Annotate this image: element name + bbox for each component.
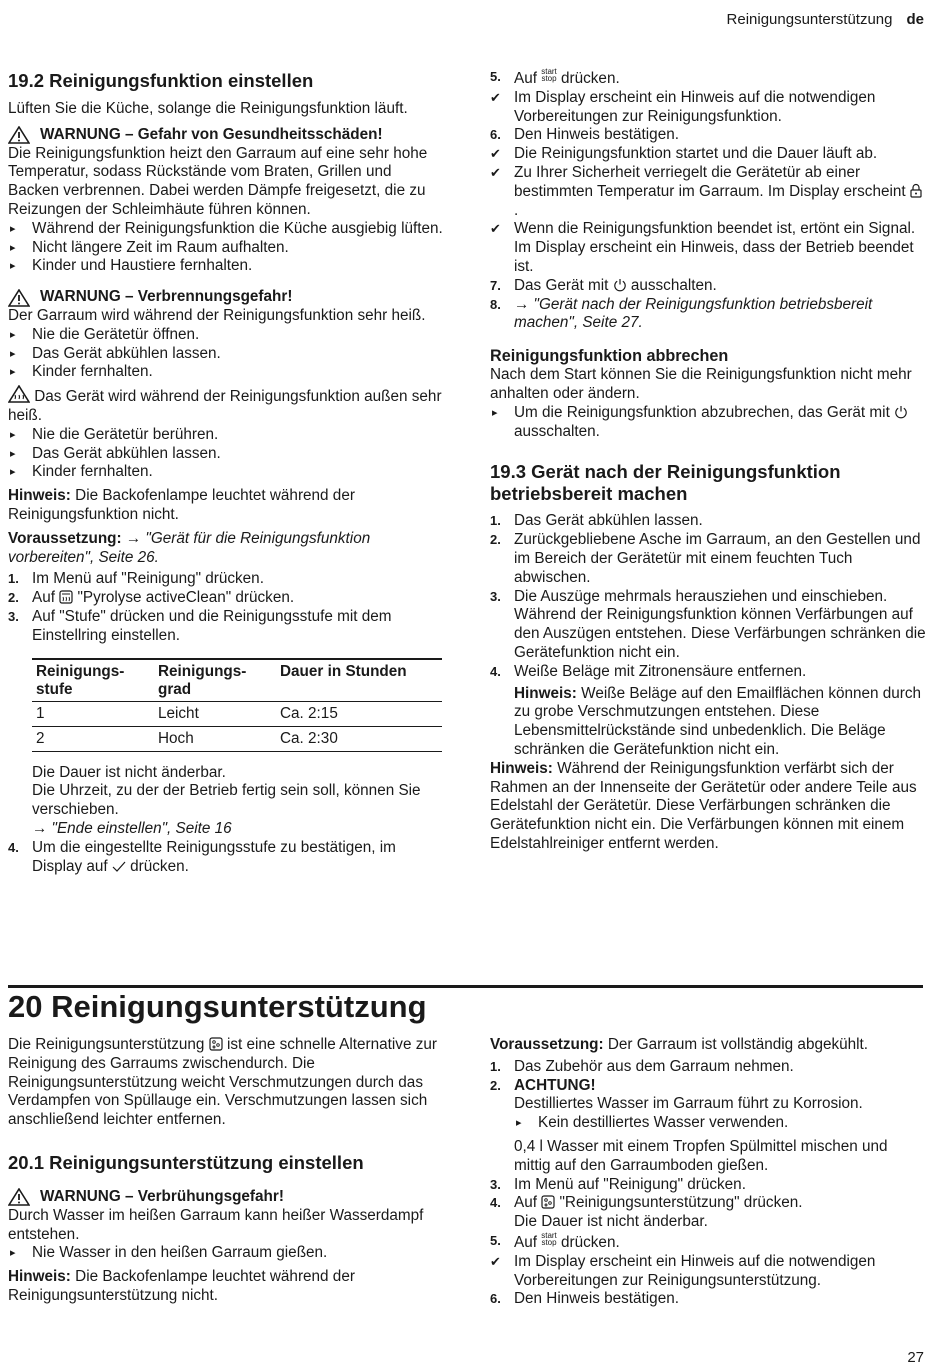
abbrechen-text: Nach dem Start können Sie die Reinigungsfunktion nicht mehr anhalten oder ändern. <box>490 366 912 402</box>
pyrolysis-icon <box>59 590 73 604</box>
start-stop-icon: start stop <box>541 67 557 83</box>
warning-title: WARNUNG – Verbrennungsgefahr! <box>40 288 293 306</box>
heading-abbrechen: Reinigungsfunktion abbrechen <box>490 347 729 366</box>
step-2: 2. Auf "Pyrolyse activeClean" drücken. <box>8 589 295 607</box>
power-icon <box>894 405 908 419</box>
header-lang: de <box>906 11 924 28</box>
warning-icon <box>8 289 30 307</box>
list-item: ▸ Das Gerät abkühlen lassen. <box>10 344 221 362</box>
power-icon <box>613 278 627 292</box>
step-1: 1. Im Menü auf "Reinigung" drücken. <box>8 570 264 588</box>
list-item: ▸ Um die Reinigungsfunktion abzubrechen, das Gerät mit ausschalten. <box>490 404 926 442</box>
cleaning-assist-icon <box>209 1037 223 1051</box>
table-notes: Die Dauer ist nicht änderbar. Die Uhrzeit, zu der der Betrieb fertig sein soll, können Sie verschieben. → "Ende einstellen", Seite 16 <box>32 763 421 837</box>
list-item: ▸ Nie die Gerätetür berühren. <box>10 425 219 443</box>
heading-19-2: 19.2 Reinigungsfunktion einstellen <box>8 70 314 91</box>
hot-surface-icon <box>8 385 30 403</box>
column-header: Reinigungs-grad <box>154 659 276 702</box>
table-header-row <box>32 659 442 702</box>
result-item: ✔ Zu Ihrer Sicherheit verriegelt die Gerätetür ab einer bestimmten Temperatur im Garraum. Im Display erscheint . <box>490 164 926 220</box>
lock-icon <box>910 183 922 198</box>
list-item: ▸ Kinder und Haustiere fernhalten. <box>10 257 253 275</box>
step-6: 6. Den Hinweis bestätigen. <box>490 1290 679 1308</box>
step-5: 5. Auf start stop drücken. <box>490 1230 620 1251</box>
warning-text: Durch Wasser im heißen Garraum kann heißer Wasserdampf entstehen. <box>8 1206 424 1243</box>
step-1: 1. Das Zubehör aus dem Garraum nehmen. <box>490 1057 794 1075</box>
step-3: 3. Die Auszüge mehrmals herausziehen und einschieben. Während der Reinigungsfunktion können Verfärbungen auf den Auszügen entstehen. Diese Verfärbungen schränken die Gerätefunktion nicht ein. <box>490 587 926 661</box>
cleaning-assist-icon <box>541 1195 555 1209</box>
list-item: ▸ Nicht längere Zeit im Raum aufhalten. <box>10 238 289 256</box>
step-extra: 0,4 l Wasser mit einem Tropfen Spülmittel mischen und mittig auf den Garraumboden gießen. <box>514 1137 888 1174</box>
chapter-rule <box>8 985 923 988</box>
table-row: 2 Hoch Ca. 2:30 <box>32 726 442 751</box>
heading-20-1: 20.1 Reinigungsunterstützung einstellen <box>8 1151 364 1173</box>
note: Hinweis: Die Backofenlampe leuchtet während der Reinigungsfunktion nicht. <box>8 487 355 523</box>
result-item: ✔ Die Reinigungsfunktion startet und die Dauer läuft ab. <box>490 145 878 163</box>
step-4: 4. Auf "Reinigungsunterstützung" drücken. Die Dauer ist nicht änderbar. <box>490 1194 803 1231</box>
warning-scald <box>8 1188 444 1207</box>
step-3: 3. Im Menü auf "Reinigung" drücken. <box>490 1175 746 1193</box>
right-column-top <box>490 68 926 854</box>
list-item: ▸ Kinder fernhalten. <box>10 463 153 481</box>
warning-health <box>8 126 444 145</box>
warning-icon <box>8 1188 30 1206</box>
page-number: 27 <box>907 1349 924 1366</box>
heading-20: 20 Reinigungsunterstützung <box>8 989 427 1024</box>
warning-text: Der Garraum wird während der Reinigungsfunktion sehr heiß. <box>8 306 426 324</box>
list-item: ▸ Nie Wasser in den heißen Garraum gießen. <box>10 1244 328 1262</box>
warning-icon <box>8 126 30 144</box>
prerequisite: Voraussetzung: → "Gerät für die Reinigungsfunktion vorbereiten", Seite 26. <box>8 529 371 566</box>
header-section: Reinigungsunterstützung <box>726 11 893 28</box>
list-item: ▸ Das Gerät abkühlen lassen. <box>10 444 221 462</box>
warning-title: WARNUNG – Verbrühungsgefahr! <box>40 1187 284 1205</box>
cleaning-level-table <box>32 658 442 752</box>
warning-title: WARNUNG – Gefahr von Gesundheitsschäden! <box>40 125 383 143</box>
list-item: ▸ Kein destilliertes Wasser verwenden. <box>516 1114 789 1132</box>
list-item: ▸ Während der Reinigungsfunktion die Küche ausgiebig lüften. <box>10 219 443 237</box>
step-2: 2. Zurückgebliebene Asche im Garraum, an den Gestellen und im Bereich der Gerätetür mit einem feuchten Tuch abwischen. <box>490 531 921 586</box>
step-8: 8. → "Gerät nach der Reinigungsfunktion betriebsbereit machen", Seite 27. <box>490 295 873 332</box>
result-item: ✔ Wenn die Reinigungsfunktion beendet ist, ertönt ein Signal. Im Display erscheint ein Hinweis, dass der Betrieb beendet ist. <box>490 220 916 275</box>
column-header: Reinigungs-stufe <box>32 659 154 702</box>
step-6: 6. Den Hinweis bestätigen. <box>490 126 679 144</box>
note: Hinweis: Während der Reinigungsfunktion verfärbt sich der Rahmen an der Innenseite der Gerätetür oder andere Teile aus Edelstahl der Gerätetür. Diese Verfärbungen schränken die Gerätefunktion nicht ein. Die Verfärbungen können mit einem Edelstahlreiniger entfernt werden. <box>490 759 917 852</box>
result-item: ✔ Im Display erscheint ein Hinweis auf die notwendigen Vorbereitungen zur Reinigungsunterstützung. <box>490 1252 876 1289</box>
prerequisite: Voraussetzung: Der Garraum ist vollständig abgekühlt. <box>490 1036 869 1053</box>
heading-19-3: 19.3 Gerät nach der Reinigungsfunktion betriebsbereit machen <box>490 461 841 505</box>
page-header <box>727 11 924 30</box>
intro-text: Die Reinigungsunterstützung ist eine schnelle Alternative zur Reinigung des Garraums zwischendurch. Die Reinigungsunterstützung weicht Verschmutzungen durch das Verdampfen von Spüllauge ein. Verschmutzungen lassen sich anschließend leichter entfernen. <box>8 1036 437 1129</box>
warning-text: Die Reinigungsfunktion heizt den Garraum auf eine sehr hohe Temperatur, sodass Rückstände vom Braten, Grillen und Backen verbrennen. Dabei werden Dämpfe freigesetzt, die zu Reizungen der Schleimhäute führen können. <box>8 144 428 218</box>
step-4: 4. Weiße Beläge mit Zitronensäure entfernen. <box>490 662 807 680</box>
right-column-bottom <box>490 1036 926 1309</box>
result-item: ✔ Im Display erscheint ein Hinweis auf die notwendigen Vorbereitungen zur Reinigungsfunktion. <box>490 88 876 125</box>
left-column-bottom <box>8 1036 444 1306</box>
step-1: 1. Das Gerät abkühlen lassen. <box>490 512 703 530</box>
step-5: 5. Auf start stop drücken. <box>490 67 620 87</box>
hot-surface-text: Das Gerät wird während der Reinigungsfunktion außen sehr heiß. <box>8 385 444 426</box>
step-note: Hinweis: Weiße Beläge auf den Emailflächen können durch zu grobe Verschmutzungen entstehen. Diese Lebensmittelrückstände sind unbedenklich. Die Beläge schränken die Gerätefunktion nicht ein. <box>514 684 922 758</box>
table-row: 1 Leicht Ca. 2:15 <box>32 701 442 726</box>
step-2: 2. ACHTUNG! Destilliertes Wasser im Garraum führt zu Korrosion. <box>490 1076 863 1113</box>
list-item: ▸ Kinder fernhalten. <box>10 363 153 381</box>
step-4: 4. Um die eingestellte Reinigungsstufe zu bestätigen, im Display auf drücken. <box>8 838 396 875</box>
column-header: Dauer in Stunden <box>276 659 442 702</box>
start-stop-icon: start stop <box>541 1230 557 1247</box>
list-item: ▸ Nie die Gerätetür öffnen. <box>10 325 200 343</box>
note: Hinweis: Die Backofenlampe leuchtet während der Reinigungsunterstützung nicht. <box>8 1268 355 1304</box>
checkmark-icon <box>112 861 126 873</box>
warning-burn <box>8 288 444 307</box>
intro-text: Lüften Sie die Küche, solange die Reinigungsfunktion läuft. <box>8 100 408 117</box>
step-7: 7. Das Gerät mit ausschalten. <box>490 276 717 294</box>
step-3: 3. Auf "Stufe" drücken und die Reinigungsstufe mit dem Einstellring einstellen. <box>8 607 392 644</box>
left-column-top <box>8 70 444 876</box>
